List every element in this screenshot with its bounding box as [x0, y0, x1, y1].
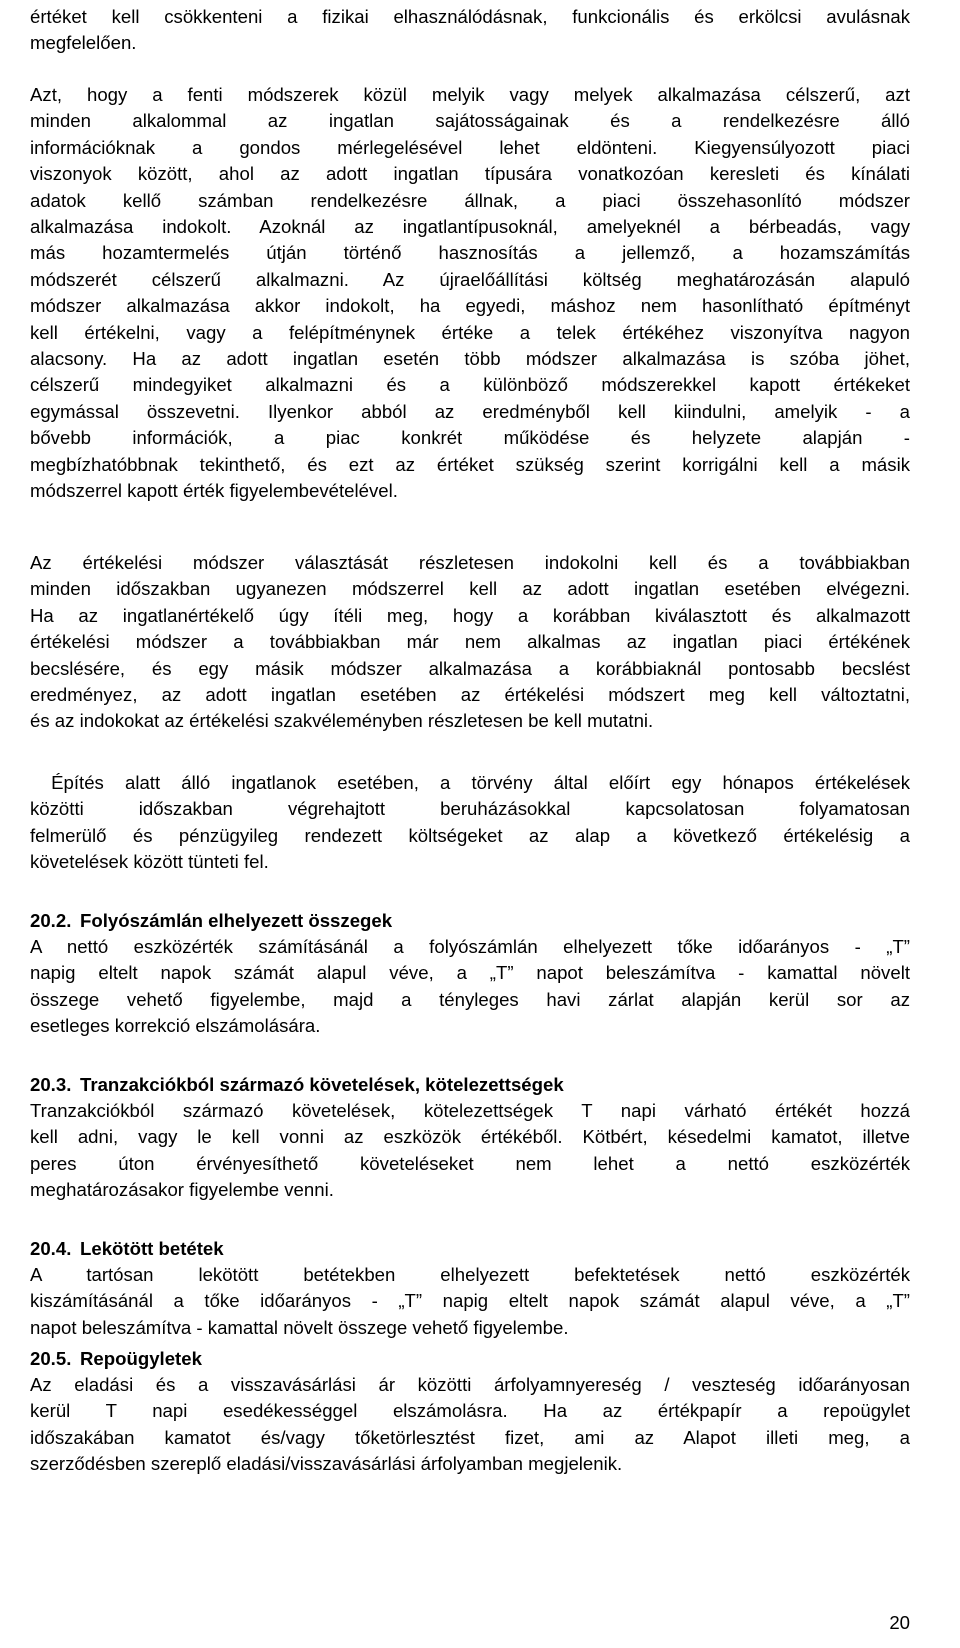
text-line: célszerű mindegyiket alkalmazni és a különböző módszerekkel kapott értékeket [30, 374, 910, 396]
text-line: peres úton érvényesíthető követeléseket nem lehet a nettó eszközérték [30, 1152, 910, 1174]
section-number: 20.5. [30, 1348, 72, 1369]
text-line: módszerét célszerű alkalmazni. Az újraelőállítási költség meghatározásán alapuló [30, 268, 910, 290]
text-line: A tartósan lekötött betétekben elhelyezett befektetések nettó eszközérték [30, 1264, 910, 1285]
section-number: 20.3. [30, 1074, 72, 1095]
text-line: minden alkalommal az ingatlan sajátosságainak és a rendelkezésre álló [30, 110, 910, 132]
text-line: időszakában kamatot és/vagy tőketörlesztést fizet, ami az Alapot illeti meg, a [30, 1426, 910, 1448]
text-line: Az eladási és a visszavásárlási ár közötti árfolyamnyereség / veszteség időarányosan [30, 1374, 910, 1395]
text-line: minden időszakban ugyanezen módszerrel kell az adott ingatlan esetében elvégezni. [30, 578, 910, 600]
text-line: módszer alkalmazása akkor indokolt, ha egyedi, máshoz nem hasonlítható építményt [30, 295, 910, 317]
text-line: felmerülő és pénzügyileg rendezett költségeket az alap a következő értékelésig a [30, 824, 910, 846]
text-line: alacsony. Ha az adott ingatlan esetén több módszer alkalmazása is szóba jöhet, [30, 348, 910, 370]
text-line: összege vehető figyelembe, majd a tényleges havi zárlat alapján kerül sor az [30, 988, 910, 1010]
text-line: Az értékelési módszer választását részletesen indokolni kell és a továbbiakban [30, 552, 910, 573]
section-heading-20-5 [30, 1346, 202, 1372]
text-line: módszerrel kapott érték figyelembevételével. [30, 480, 398, 502]
text-line: alkalmazása indokolt. Azoknál az ingatlantípusoknál, amelyeknél a bérbeadás, vagy [30, 216, 910, 238]
text-line: eredményez, az adott ingatlan esetében az értékelési módszert meg kell változtatni, [30, 684, 910, 706]
text-line: kiszámításánál a tőke időarányos - „T” napig eltelt napok számát alapul véve, a „T” [30, 1290, 910, 1312]
text-line: Építés alatt álló ingatlanok esetében, a törvény által előírt egy hónapos értékelések [30, 772, 910, 793]
text-line: meghatározásakor figyelembe venni. [30, 1179, 334, 1201]
text-line: értéket kell csökkenteni a fizikai elhasználódásnak, funkcionális és erkölcsi avulásnak [30, 6, 910, 27]
text-line: egymással összevetni. Ilyenkor abból az eredményből kell kiindulni, amelyik - a [30, 400, 910, 422]
text-line: Azt, hogy a fenti módszerek közül melyik vagy melyek alkalmazása célszerű, azt [30, 84, 910, 105]
page-number: 20 [889, 1612, 910, 1633]
section-number: 20.2. [30, 910, 72, 931]
text-line: adatok kellő számban rendelkezésre állnak, a piaci összehasonlító módszer [30, 189, 910, 211]
paragraph-intro-continuation [30, 4, 910, 57]
text-line: más hozamtermelés útján történő hasznosítás a jellemző, a hozamszámítás [30, 242, 910, 264]
text-line: napig eltelt napok számát alapul véve, a „T” napot beleszámítva - kamattal növelt [30, 962, 910, 984]
text-line: becslésére, és egy másik módszer alkalmazása a korábbiaknál pontosabb becslést [30, 657, 910, 679]
text-line: esetleges korrekció elszámolására. [30, 1015, 321, 1037]
text-line: közötti időszakban végrehajtott beruházásokkal kapcsolatosan folyamatosan [30, 798, 910, 820]
text-line: Tranzakciókból származó követelések, kötelezettségek T napi várható értékét hozzá [30, 1100, 910, 1121]
paragraph-current-account [30, 934, 910, 1040]
paragraph-repo [30, 1372, 910, 1478]
section-title: Tranzakciókból származó követelések, kötelezettségek [80, 1074, 564, 1095]
paragraph-method-selection [30, 82, 910, 505]
text-line: megbízhatóbbnak tekinthető, és ezt az értéket szükség szerint korrigálni kell a másik [30, 453, 910, 475]
text-line: napot beleszámítva - kamattal növelt összege vehető figyelembe. [30, 1316, 569, 1338]
text-line: A nettó eszközérték számításánál a folyószámlán elhelyezett tőke időarányos - „T” [30, 936, 910, 957]
section-title: Repoügyletek [80, 1348, 202, 1369]
text-line: értékelési módszer a továbbiakban már nem alkalmas az ingatlan piaci értékének [30, 631, 910, 653]
text-line: kell adni, vagy le kell vonni az eszközök értékéből. Kötbért, késedelmi kamatot, illetve [30, 1126, 910, 1148]
text-line: követelések között tünteti fel. [30, 851, 269, 873]
text-line: kell értékelni, vagy a felépítménynek értéke a telek értékéhez viszonyítva nagyon [30, 321, 910, 343]
section-heading-20-3 [30, 1072, 564, 1098]
section-title: Folyószámlán elhelyezett összegek [80, 910, 393, 931]
paragraph-fixed-deposits [30, 1262, 910, 1341]
section-heading-20-4 [30, 1236, 224, 1262]
text-line: viszonyok között, ahol az adott ingatlan típusára vonatkozóan keresleti és kínálati [30, 163, 910, 185]
section-heading-20-2 [30, 908, 392, 934]
section-title: Lekötött betétek [80, 1238, 224, 1259]
section-number: 20.4. [30, 1238, 72, 1259]
text-line: és az indokokat az értékelési szakvéleményben részletesen be kell mutatni. [30, 710, 654, 732]
text-line: kerül T napi esedékességgel elszámolásra. Ha az értékpapír a repoügylet [30, 1400, 910, 1422]
paragraph-construction [30, 770, 910, 876]
text-line: szerződésben szereplő eladási/visszavásárlási árfolyamban megjelenik. [30, 1453, 623, 1475]
paragraph-transactions [30, 1098, 910, 1204]
paragraph-method-justification [30, 550, 910, 735]
text-line: információknak a gondos mérlegelésével lehet eldönteni. Kiegyensúlyozott piaci [30, 136, 910, 158]
text-line: bővebb információk, a piac konkrét működése és helyzete alapján - [30, 427, 910, 449]
text-line: megfelelően. [30, 32, 137, 54]
text-line: Ha az ingatlanértékelő úgy ítéli meg, hogy a korábban kiválasztott és alkalmazott [30, 604, 910, 626]
